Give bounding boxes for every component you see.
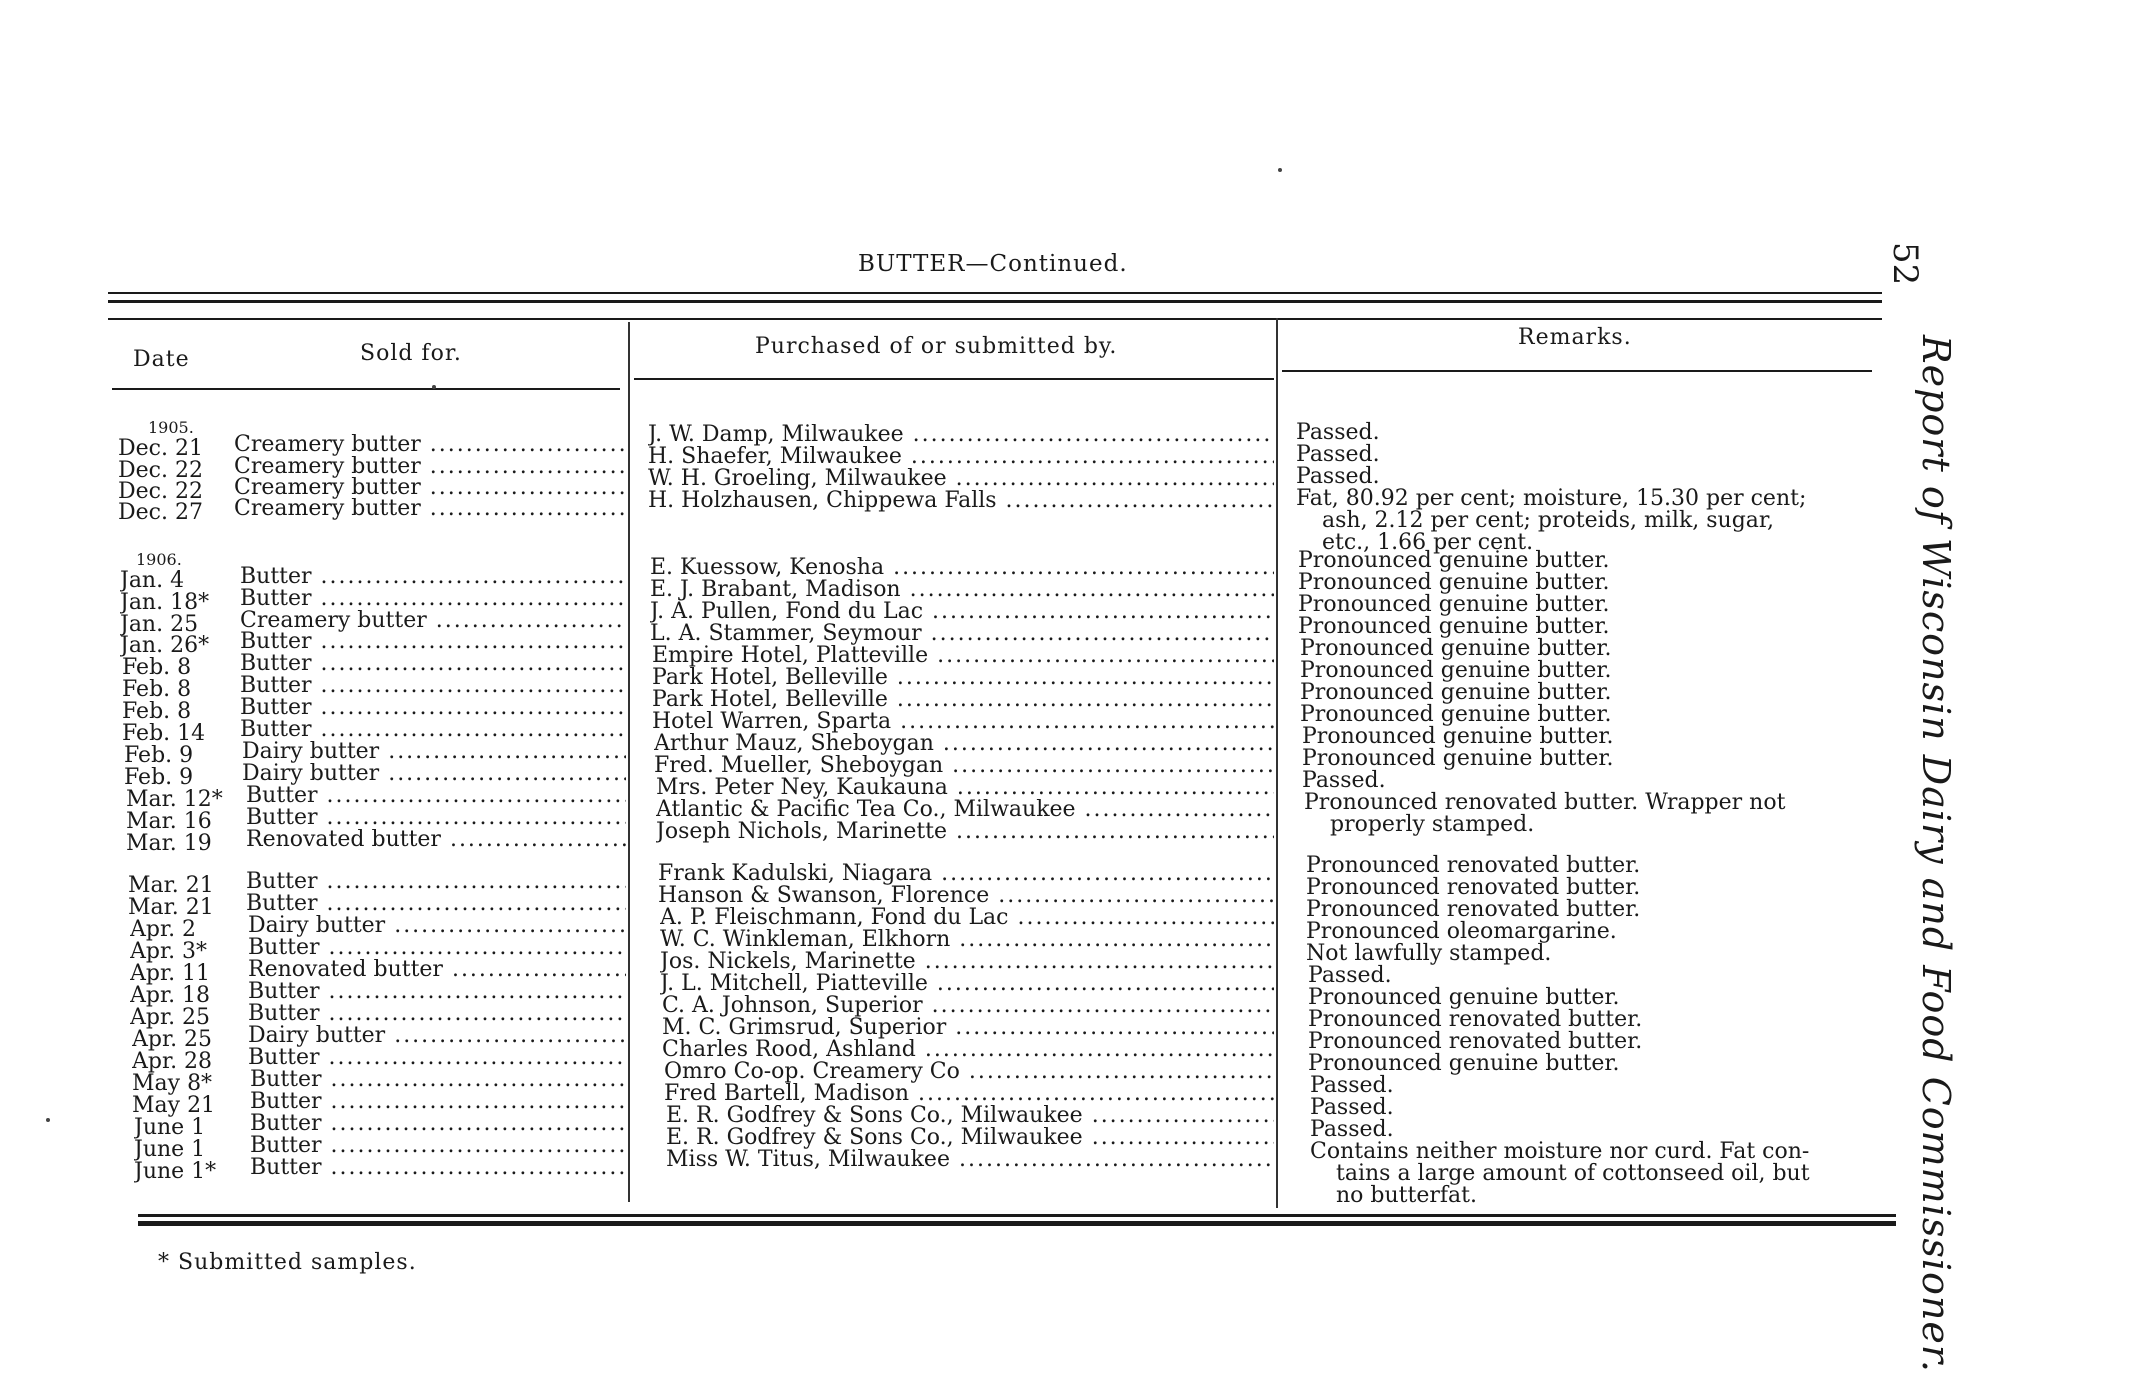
row-remark: Passed. — [1296, 442, 1380, 467]
row-purchased-by: E. R. Godfrey & Sons Co., Milwaukee ..... — [666, 1105, 1274, 1127]
row-sold-for: Butter ..... — [248, 981, 626, 1003]
row-sold-for: Butter ..... — [250, 1113, 626, 1135]
row-sold-for: Butter ..... — [240, 588, 626, 610]
row-remark: Pronounced genuine butter. — [1308, 1051, 1620, 1076]
top-rule — [108, 292, 1882, 294]
row-date: Dec. 21 — [118, 438, 203, 460]
header-remarks: Remarks. — [1518, 325, 1632, 350]
row-sold-for: Butter ..... — [246, 807, 626, 829]
row-purchased-by: J. A. Pullen, Fond du Lac ..... — [650, 601, 1274, 623]
row-sold-for: Butter ..... — [248, 937, 626, 959]
row-date: Dec. 27 — [118, 502, 203, 524]
row-remark: Contains neither moisture nor curd. Fat con- — [1310, 1139, 1810, 1164]
row-date: June 1 — [134, 1139, 206, 1161]
row-remark: Passed. — [1310, 1117, 1394, 1142]
row-remark: Pronounced oleomargarine. — [1306, 919, 1617, 944]
row-sold-for: Dairy butter ..... — [242, 763, 626, 785]
row-purchased-by: Arthur Mauz, Sheboygan ..... — [654, 733, 1274, 755]
row-remark: Pronounced genuine butter. — [1298, 548, 1610, 573]
row-sold-for: Butter ..... — [248, 1003, 626, 1025]
row-remark: tains a large amount of cottonseed oil, but — [1336, 1161, 1810, 1186]
row-sold-for: Butter ..... — [240, 566, 626, 588]
row-sold-for: Creamery butter ..... — [234, 477, 626, 499]
row-date: Feb. 8 — [122, 701, 192, 723]
row-remark: Passed. — [1296, 420, 1380, 445]
row-purchased-by: A. P. Fleischmann, Fond du Lac ..... — [660, 907, 1274, 929]
bottom-rule-2 — [138, 1221, 1896, 1226]
row-remark: Pronounced genuine butter. — [1300, 680, 1612, 705]
row-remark: Pronounced genuine butter. — [1302, 724, 1614, 749]
row-purchased-by: Miss W. Titus, Milwaukee ..... — [666, 1149, 1274, 1171]
row-remark: Pronounced genuine butter. — [1300, 702, 1612, 727]
row-purchased-by: Park Hotel, Belleville ..... — [652, 667, 1274, 689]
header-underline-left — [112, 388, 620, 390]
row-date: Apr. 25 — [132, 1029, 213, 1051]
row-purchased-by: L. A. Stammer, Seymour ..... — [650, 623, 1274, 645]
row-sold-for: Renovated butter ..... — [248, 959, 626, 981]
row-date: Mar. 12* — [126, 789, 223, 811]
row-remark: Pronounced genuine butter. — [1298, 614, 1610, 639]
row-sold-for: Butter ..... — [240, 697, 626, 719]
row-date: June 1* — [134, 1161, 217, 1183]
row-sold-for: Butter ..... — [250, 1157, 626, 1179]
row-date: Dec. 22 — [118, 481, 203, 503]
row-remark: Pronounced renovated butter. Wrapper not — [1304, 790, 1786, 815]
row-remark: Not lawfully stamped. — [1306, 941, 1552, 966]
row-sold-for: Creamery butter ..... — [234, 456, 626, 478]
row-remark: Fat, 80.92 per cent; moisture, 15.30 per cent; — [1296, 486, 1807, 511]
row-sold-for: Dairy butter ..... — [242, 741, 626, 763]
row-sold-for: Butter ..... — [240, 631, 626, 653]
row-remark: Passed. — [1302, 768, 1386, 793]
header-date: Date — [133, 347, 190, 372]
row-remark: Passed. — [1310, 1073, 1394, 1098]
row-sold-for: Butter ..... — [246, 893, 626, 915]
row-sold-for: Creamery butter ..... — [234, 434, 626, 456]
row-purchased-by: Fred. Mueller, Sheboygan ..... — [654, 755, 1274, 777]
bottom-rule — [138, 1214, 1896, 1217]
row-purchased-by: Park Hotel, Belleville ..... — [652, 689, 1274, 711]
top-rule-3 — [108, 318, 1882, 320]
column-divider-2 — [1276, 318, 1278, 1208]
row-purchased-by: H. Shaefer, Milwaukee ..... — [648, 446, 1274, 468]
row-remark: Pronounced renovated butter. — [1306, 853, 1641, 878]
row-date: May 8* — [132, 1073, 213, 1095]
row-remark: Pronounced genuine butter. — [1308, 985, 1620, 1010]
row-date: Feb. 9 — [124, 767, 194, 789]
row-date: Jan. 4 — [120, 570, 185, 592]
row-remark: Passed. — [1308, 963, 1392, 988]
row-remark: Passed. — [1310, 1095, 1394, 1120]
row-date: Apr. 18 — [130, 985, 211, 1007]
row-date: Mar. 21 — [128, 897, 214, 919]
row-purchased-by: Fred Bartell, Madison ..... — [664, 1083, 1274, 1105]
row-purchased-by: W. H. Groeling, Milwaukee ..... — [648, 468, 1274, 490]
year-label: 1906. — [136, 550, 182, 569]
row-remark: Pronounced renovated butter. — [1306, 875, 1641, 900]
row-date: Feb. 9 — [124, 745, 194, 767]
row-purchased-by: Atlantic & Pacific Tea Co., Milwaukee ..... — [656, 799, 1274, 821]
footnote: * Submitted samples. — [158, 1250, 417, 1275]
column-divider-1 — [628, 322, 630, 1202]
row-date: Dec. 22 — [118, 460, 203, 482]
row-date: Apr. 3* — [130, 941, 208, 963]
row-sold-for: Butter ..... — [250, 1091, 626, 1113]
speck — [46, 1118, 50, 1122]
row-date: May 21 — [132, 1095, 216, 1117]
row-date: Apr. 25 — [130, 1007, 211, 1029]
row-purchased-by: E. J. Brabant, Madison ..... — [650, 579, 1274, 601]
row-sold-for: Butter ..... — [246, 871, 626, 893]
year-label: 1905. — [148, 418, 194, 437]
row-sold-for: Dairy butter ..... — [248, 915, 626, 937]
row-purchased-by: Omro Co-op. Creamery Co ..... — [664, 1061, 1274, 1083]
row-purchased-by: J. W. Damp, Milwaukee ..... — [648, 424, 1274, 446]
row-sold-for: Butter ..... — [248, 1047, 626, 1069]
row-remark: Pronounced genuine butter. — [1300, 636, 1612, 661]
row-sold-for: Dairy butter ..... — [248, 1025, 626, 1047]
row-remark: properly stamped. — [1330, 812, 1535, 837]
row-purchased-by: H. Holzhausen, Chippewa Falls ..... — [648, 490, 1274, 512]
row-remark: etc., 1.66 per cent. — [1322, 530, 1534, 555]
row-date: Apr. 11 — [130, 963, 211, 985]
row-date: Jan. 26* — [120, 635, 210, 657]
row-purchased-by: W. C. Winkleman, Elkhorn ..... — [660, 929, 1274, 951]
row-purchased-by: Empire Hotel, Platteville ..... — [652, 645, 1274, 667]
row-remark: no butterfat. — [1336, 1183, 1477, 1208]
row-date: Mar. 16 — [126, 811, 212, 833]
row-date: Mar. 21 — [128, 875, 214, 897]
row-sold-for: Butter ..... — [240, 675, 626, 697]
row-purchased-by: E. Kuessow, Kenosha ..... — [650, 557, 1274, 579]
row-date: Jan. 18* — [120, 592, 210, 614]
row-date: Mar. 19 — [126, 833, 212, 855]
row-sold-for: Creamery butter ..... — [234, 498, 626, 520]
running-head: Report of Wisconsin Dairy and Food Commissioner. — [1914, 335, 1958, 1373]
row-purchased-by: M. C. Grimsrud, Superior ..... — [662, 1017, 1274, 1039]
header-underline-middle — [634, 378, 1274, 380]
row-remark: Pronounced genuine butter. — [1298, 570, 1610, 595]
row-purchased-by: J. L. Mitchell, Piatteville ..... — [660, 973, 1274, 995]
row-date: Feb. 8 — [122, 679, 192, 701]
row-remark: Pronounced genuine butter. — [1302, 746, 1614, 771]
row-remark: Pronounced genuine butter. — [1300, 658, 1612, 683]
row-purchased-by: Mrs. Peter Ney, Kaukauna ..... — [656, 777, 1274, 799]
row-purchased-by: Frank Kadulski, Niagara ..... — [658, 863, 1274, 885]
row-sold-for: Butter ..... — [240, 719, 626, 741]
row-purchased-by: Jos. Nickels, Marinette ..... — [660, 951, 1274, 973]
header-purchased: Purchased of or submitted by. — [755, 334, 1118, 359]
row-sold-for: Renovated butter ..... — [246, 829, 626, 851]
row-remark: Pronounced renovated butter. — [1306, 897, 1641, 922]
speck — [432, 385, 436, 389]
header-underline-right — [1282, 370, 1872, 372]
row-remark: Passed. — [1296, 464, 1380, 489]
row-remark: Pronounced renovated butter. — [1308, 1029, 1643, 1054]
row-sold-for: Butter ..... — [250, 1069, 626, 1091]
table-title: BUTTER—Continued. — [858, 251, 1128, 277]
header-sold-for: Sold for. — [360, 341, 462, 366]
row-remark: Pronounced renovated butter. — [1308, 1007, 1643, 1032]
row-date: June 1 — [134, 1117, 206, 1139]
row-purchased-by: Charles Rood, Ashland ..... — [662, 1039, 1274, 1061]
row-sold-for: Creamery butter ..... — [240, 610, 626, 632]
row-sold-for: Butter ..... — [240, 653, 626, 675]
row-purchased-by: E. R. Godfrey & Sons Co., Milwaukee ..... — [666, 1127, 1274, 1149]
row-date: Feb. 8 — [122, 657, 192, 679]
row-purchased-by: Hotel Warren, Sparta ..... — [652, 711, 1274, 733]
row-date: Jan. 25 — [120, 614, 199, 636]
row-sold-for: Butter ..... — [246, 785, 626, 807]
row-remark: ash, 2.12 per cent; proteids, milk, sugar, — [1322, 508, 1775, 533]
row-sold-for: Butter ..... — [250, 1135, 626, 1157]
row-purchased-by: C. A. Johnson, Superior ..... — [662, 995, 1274, 1017]
row-purchased-by: Joseph Nichols, Marinette ..... — [656, 821, 1274, 843]
row-date: Feb. 14 — [122, 723, 206, 745]
row-date: Apr. 2 — [130, 919, 197, 941]
page-number: 52 — [1885, 242, 1925, 286]
row-purchased-by: Hanson & Swanson, Florence ..... — [658, 885, 1274, 907]
speck — [1278, 168, 1282, 172]
row-date: Apr. 28 — [132, 1051, 213, 1073]
top-rule-2 — [108, 300, 1882, 303]
row-remark: Pronounced genuine butter. — [1298, 592, 1610, 617]
